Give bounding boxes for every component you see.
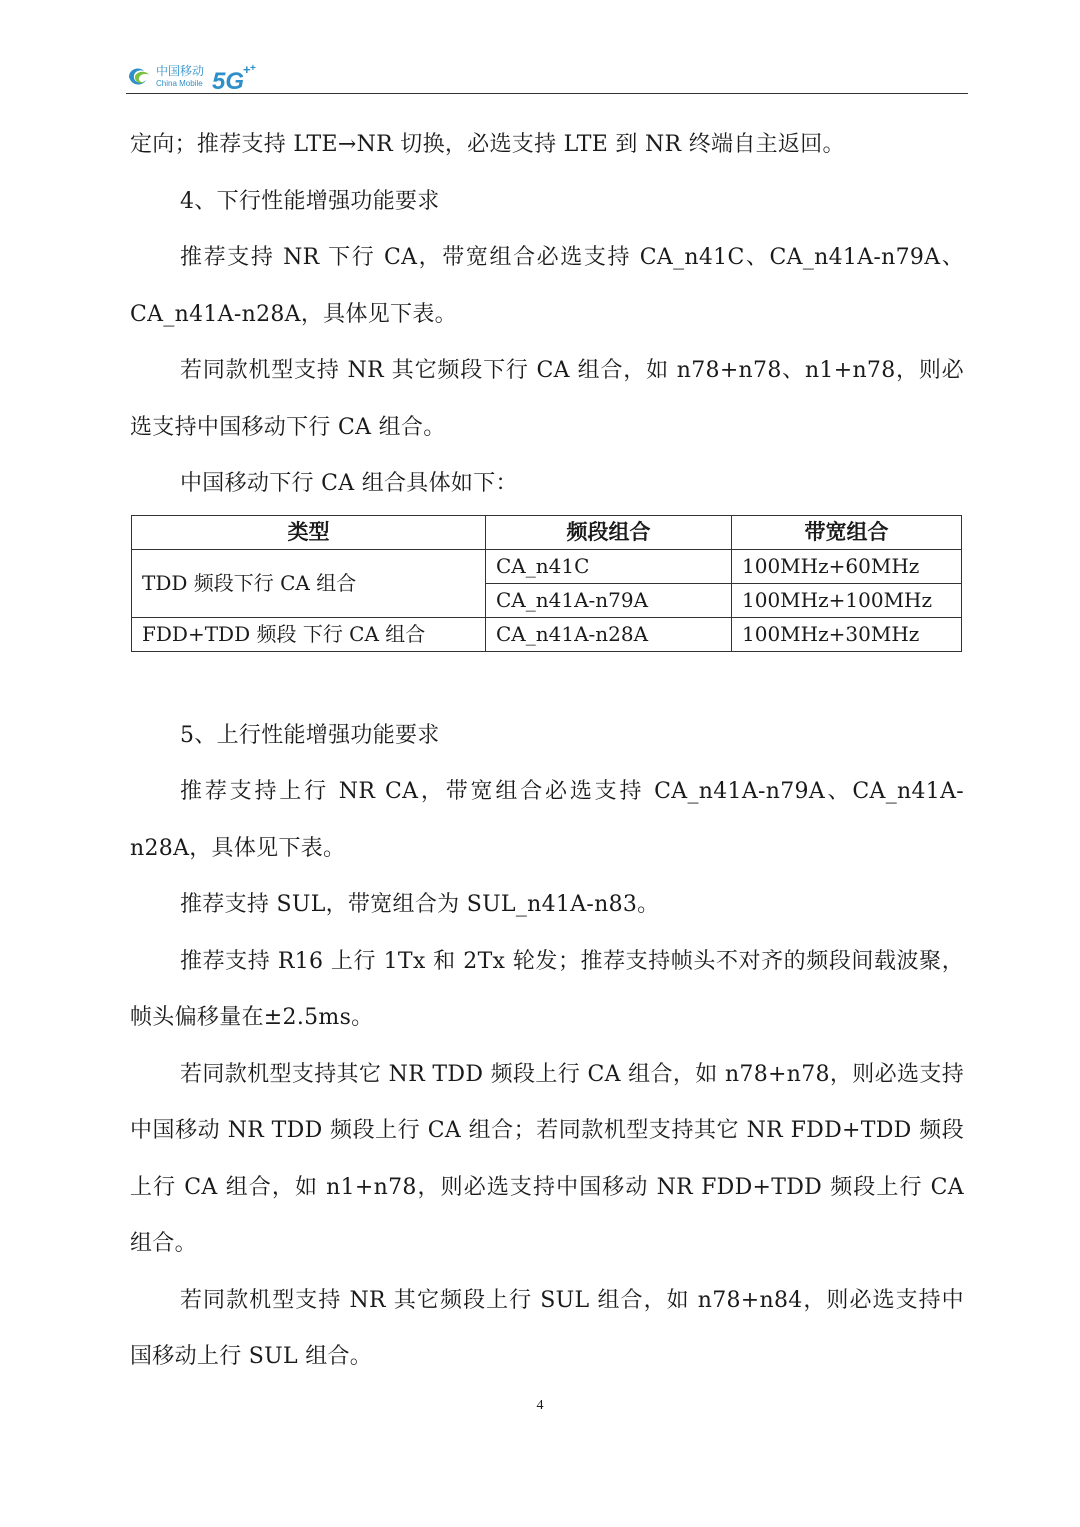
table-cell-type: FDD+TDD 频段 下行 CA 组合: [132, 617, 486, 651]
paragraph: 中国移动下行 CA 组合具体如下：: [180, 471, 518, 496]
table-row: [132, 549, 962, 583]
paragraph: 定向；推荐支持 LTE→NR 切换，必选支持 LTE 到 NR 终端自主返回。: [130, 132, 845, 157]
table-header-cell: 频段组合: [486, 515, 732, 549]
downlink-ca-table: [131, 515, 962, 652]
page-header: [126, 60, 968, 96]
china-mobile-logo-icon: [126, 64, 152, 90]
paragraph: 若同款机型支持 NR 其它频段下行 CA 组合，如 n78+n78、n1+n78，则必选支持中国移动下行 CA 组合。: [130, 358, 964, 440]
table-cell-bandwidth: 100MHz+30MHz: [732, 617, 962, 651]
svg-text:+: +: [243, 62, 251, 77]
table-row: [132, 617, 962, 651]
table-header-cell: 带宽组合: [732, 515, 962, 549]
document-body: [130, 117, 964, 1386]
table-cell-type: TDD 频段下行 CA 组合: [132, 549, 486, 617]
paragraph: 推荐支持 SUL，带宽组合为 SUL_n41A-n83。: [180, 892, 660, 917]
paragraph: 若同款机型支持 NR 其它频段上行 SUL 组合，如 n78+n84，则必选支持中国移动上行 SUL 组合。: [130, 1287, 964, 1369]
5g-logo-icon: [212, 60, 260, 96]
section-4-heading: 4、下行性能增强功能要求: [180, 188, 440, 214]
table-cell-bandwidth: 100MHz+100MHz: [732, 583, 962, 617]
spacer: [130, 652, 964, 708]
table-cell-band: CA_n41A-n28A: [486, 617, 732, 651]
table-header-cell: 类型: [132, 515, 486, 549]
brand-name-en: China Mobile: [156, 79, 203, 88]
paragraph: 推荐支持上行 NR CA，带宽组合必选支持 CA_n41A-n79A、CA_n41A-n28A，具体见下表。: [130, 779, 964, 861]
brand-name-cn: 中国移动: [156, 64, 205, 78]
svg-text:+: +: [250, 63, 256, 74]
table-cell-bandwidth: 100MHz+60MHz: [732, 549, 962, 583]
paragraph: 若同款机型支持其它 NR TDD 频段上行 CA 组合，如 n78+n78，则必选支持中国移动 NR TDD 频段上行 CA 组合；若同款机型支持其它 NR FDD+TDD 频段上行 CA 组合，如 n1+n78，则必选支持中国移动 NR FDD+TDD 频段上行 CA 组合。: [130, 1061, 964, 1256]
paragraph: 推荐支持 R16 上行 1Tx 和 2Tx 轮发；推荐支持帧头不对齐的频段间载波聚，帧头偏移量在±2.5ms。: [130, 948, 964, 1030]
paragraph: 推荐支持 NR 下行 CA，带宽组合必选支持 CA_n41C、CA_n41A-n79A、CA_n41A-n28A，具体见下表。: [130, 245, 964, 327]
header-divider: [126, 93, 968, 94]
page-number: 4: [536, 1398, 544, 1413]
section-5-heading: 5、上行性能增强功能要求: [180, 722, 440, 748]
table-header-row: [132, 515, 962, 549]
table-cell-band: CA_n41A-n79A: [486, 583, 732, 617]
table-cell-band: CA_n41C: [486, 549, 732, 583]
svg-text:5G: 5G: [212, 68, 245, 95]
